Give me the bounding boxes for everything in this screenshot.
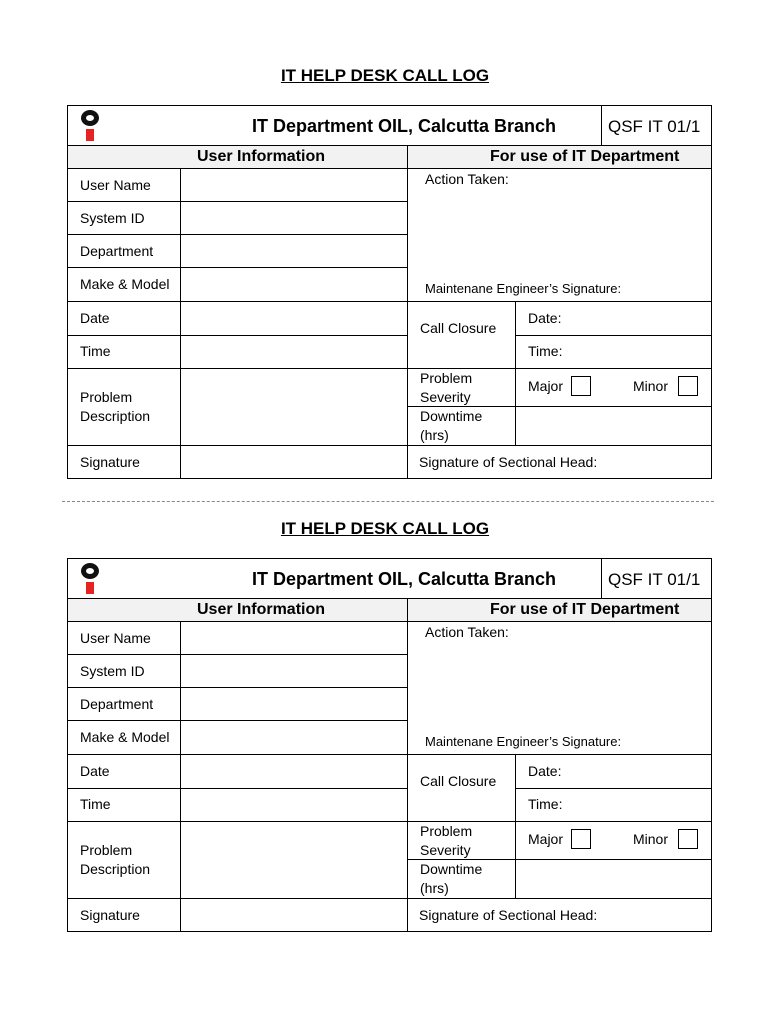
major-checkbox[interactable]	[571, 829, 591, 849]
time-field[interactable]	[181, 336, 407, 368]
user-name-field[interactable]	[181, 169, 407, 201]
problem-severity-label-2: Severity	[420, 842, 471, 858]
call-closure-label: Call Closure	[420, 773, 497, 789]
downtime-label-1: Downtime	[420, 408, 483, 424]
action-taken-field[interactable]	[408, 190, 711, 276]
major-label: Major	[528, 831, 564, 847]
closure-date-label: Date:	[528, 310, 562, 326]
oil-logo-icon	[79, 109, 101, 141]
user-info-header: User Information	[197, 601, 326, 618]
major-label: Major	[528, 378, 564, 394]
form-title: IT HELP DESK CALL LOG	[280, 519, 490, 538]
downtime-field[interactable]	[516, 407, 711, 445]
downtime-label-2: (hrs)	[420, 880, 449, 896]
downtime-label-2: (hrs)	[420, 427, 449, 443]
closure-time-label: Time:	[528, 796, 563, 812]
description-label: Description	[80, 861, 151, 877]
system-id-label: System ID	[80, 663, 145, 679]
closure-time-label: Time:	[528, 343, 563, 359]
system-id-field[interactable]	[181, 655, 407, 687]
system-id-field[interactable]	[181, 202, 407, 234]
date-label: Date	[80, 310, 110, 326]
user-info-header: User Information	[197, 148, 326, 165]
sectional-head-signature-label: Signature of Sectional Head:	[419, 907, 598, 923]
make-model-field[interactable]	[181, 268, 407, 301]
problem-label: Problem	[80, 389, 133, 405]
form-code: QSF IT 01/1	[608, 117, 701, 136]
engineer-signature-label: Maintenane Engineer’s Signature:	[425, 734, 622, 749]
date-field[interactable]	[181, 302, 407, 335]
problem-severity-label-1: Problem	[420, 370, 473, 386]
form-code: QSF IT 01/1	[608, 570, 701, 589]
signature-field[interactable]	[181, 899, 407, 932]
closure-date-label: Date:	[528, 763, 562, 779]
form-title: IT HELP DESK CALL LOG	[280, 66, 490, 85]
downtime-label-1: Downtime	[420, 861, 483, 877]
time-label: Time	[80, 796, 111, 812]
minor-label: Minor	[633, 378, 669, 394]
problem-description-field[interactable]	[181, 369, 407, 445]
make-model-field[interactable]	[181, 721, 407, 754]
it-dept-header: For use of IT Department	[490, 601, 680, 618]
minor-label: Minor	[633, 831, 669, 847]
call-closure-label: Call Closure	[420, 320, 497, 336]
date-field[interactable]	[181, 755, 407, 788]
department-field[interactable]	[181, 235, 407, 267]
department-title: IT Department OIL, Calcutta Branch	[252, 569, 557, 589]
make-model-label: Make & Model	[80, 276, 170, 292]
oil-logo-icon	[79, 562, 101, 594]
major-checkbox[interactable]	[571, 376, 591, 396]
make-model-label: Make & Model	[80, 729, 170, 745]
sectional-head-signature-label: Signature of Sectional Head:	[419, 454, 598, 470]
time-field[interactable]	[181, 789, 407, 821]
time-label: Time	[80, 343, 111, 359]
downtime-field[interactable]	[516, 860, 711, 898]
minor-checkbox[interactable]	[678, 829, 698, 849]
signature-label: Signature	[80, 454, 140, 470]
department-label: Department	[80, 243, 154, 259]
action-taken-label: Action Taken:	[425, 624, 509, 640]
call-log-form-1	[0, 0, 770, 470]
department-title: IT Department OIL, Calcutta Branch	[252, 116, 557, 136]
call-log-form-2	[0, 453, 770, 923]
it-dept-header: For use of IT Department	[490, 148, 680, 165]
date-label: Date	[80, 763, 110, 779]
problem-severity-label-2: Severity	[420, 389, 471, 405]
engineer-signature-label: Maintenane Engineer’s Signature:	[425, 281, 622, 296]
problem-severity-label-1: Problem	[420, 823, 473, 839]
system-id-label: System ID	[80, 210, 145, 226]
user-name-label: User Name	[80, 177, 151, 193]
problem-description-field[interactable]	[181, 822, 407, 898]
user-name-field[interactable]	[181, 622, 407, 654]
minor-checkbox[interactable]	[678, 376, 698, 396]
user-name-label: User Name	[80, 630, 151, 646]
department-field[interactable]	[181, 688, 407, 720]
signature-label: Signature	[80, 907, 140, 923]
action-taken-label: Action Taken:	[425, 171, 509, 187]
problem-label: Problem	[80, 842, 133, 858]
department-label: Department	[80, 696, 154, 712]
action-taken-field[interactable]	[408, 643, 711, 729]
description-label: Description	[80, 408, 151, 424]
